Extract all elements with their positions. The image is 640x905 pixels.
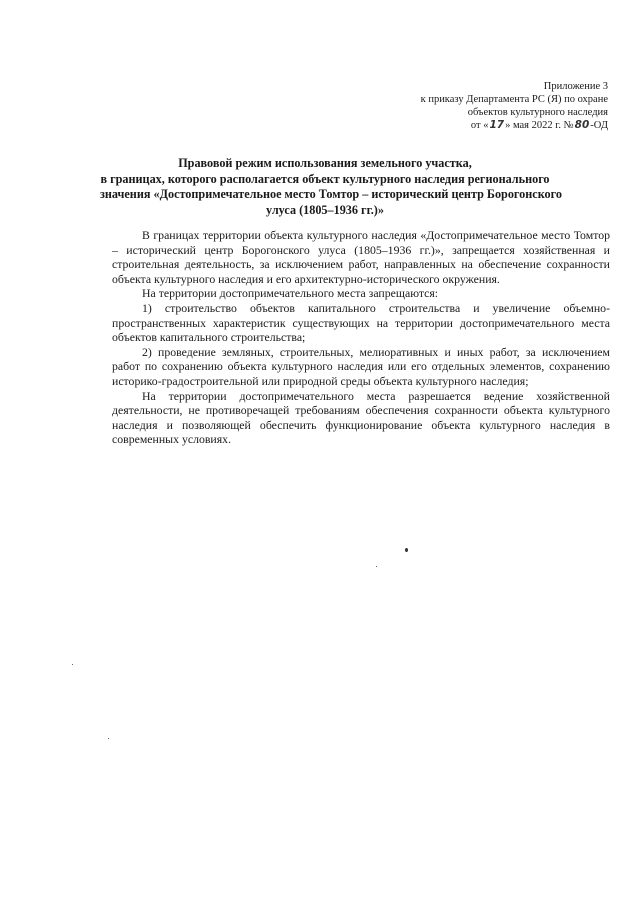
scan-speck: [376, 566, 377, 567]
order-reference: к приказу Департамента РС (Я) по охране: [420, 94, 608, 105]
paragraph-prohibitions-intro: На территории достопримечательного места запрещаются:: [142, 286, 439, 301]
title-line-1: Правовой режим использования земельного участка,: [178, 156, 472, 170]
document-body: [112, 228, 610, 447]
title-line-2: в границах, которого располагается объект культурного наследия регионального: [100, 171, 550, 186]
title-line-3: значения «Достопримечательное место Томтор – исторический центр Борогонского: [100, 187, 562, 201]
scan-speck: [108, 738, 109, 739]
paragraph-prohibition-2: 2) проведение земляных, строительных, мелиоративных и иных работ, за исключением работ по сохранению объекта культурного наследия или его отдельных элементов, сохранению историко-градостроительной или природной среды объекта культурного наследия;: [112, 344, 610, 388]
department-name: объектов культурного наследия: [467, 107, 608, 118]
scan-speck: [405, 548, 408, 552]
handwritten-number: 80: [574, 119, 590, 131]
title-line-4: улуса (1805–1936 гг.)»: [266, 202, 384, 217]
appendix-label: Приложение 3: [543, 81, 608, 92]
paragraph-prohibition-1: 1) строительство объектов капитального строительства и увеличение объемно-пространственных характеристик существующих на территории достопримечательного места объектов капитального строительства;: [112, 300, 610, 345]
order-date-number: от «17» мая 2022 г. №80-ОД: [470, 119, 608, 131]
appendix-header: [308, 80, 608, 132]
scan-speck: [72, 664, 73, 665]
paragraph-boundaries: В границах территории объекта культурного наследия «Достопримечательное место Томтор – исторический центр Борогонского улуса (1805–1936 гг.)», запрещается хозяйственная и строительная деятельность, за исключением работ, направленных на обеспечение сохранности объекта культурного наследия и его архитектурно-исторического окружения.: [112, 228, 610, 286]
paragraph-permitted: На территории достопримечательного места разрешается ведение хозяйственной деятельности, не противоречащей требованиям обеспечения сохранности объекта культурного наследия и позволяющей обеспечить функционирование объекта культурного наследия в современных условиях.: [112, 388, 610, 447]
document-title: [100, 156, 562, 218]
handwritten-day: 17: [489, 119, 505, 131]
